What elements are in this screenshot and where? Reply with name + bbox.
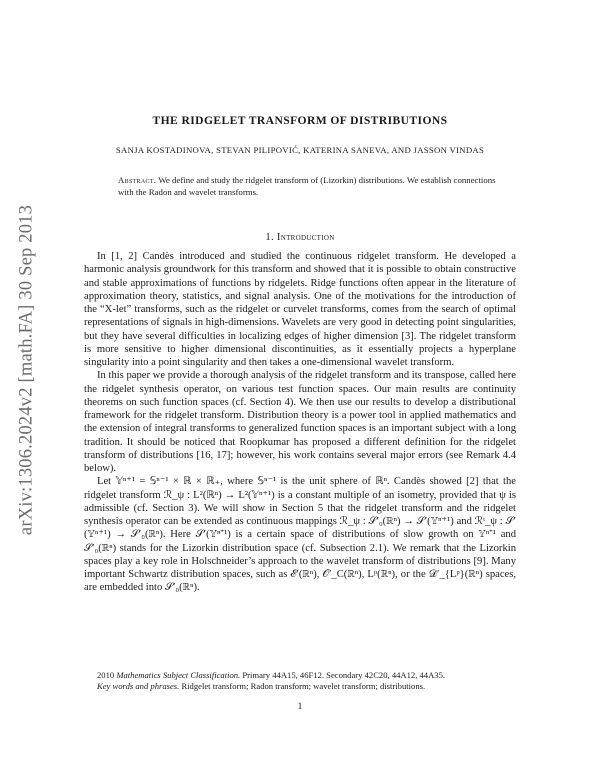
msc-year: 2010 xyxy=(97,670,115,680)
paragraph: In [1, 2] Candès introduced and studied the continuous ridgelet transform. He developed a harmonic analysis groundwork for this transform and showed that it is possible to obtain constructive and stable approximations of functions by ridgelets. Ridge functions often appear in the literature of approximation theory, statistics, and signal analysis. One of the motivations for the introduction of the “X-let” transforms, such as the ridgelet or curvelet transforms, comes from the search of optimal representations of signals in high-dimensions. Wavelets are very good in detecting point singularities, but they have several difficulties in localizing edges of higher dimension [3]. The ridgelet transform is more sensitive to higher dimensional discontinuities, as it essentially projects a hyperplane singularity into a point singularity and then takes a one-dimensional wavelet transform. xyxy=(84,251,516,368)
keywords-label: Key words and phrases. xyxy=(97,681,180,692)
arxiv-stamp-text: arXiv:1306.2024v2 [math.FA] 30 Sep 2013 xyxy=(16,204,37,536)
msc-label: Mathematics Subject Classification. xyxy=(116,670,241,680)
paper-authors: SANJA KOSTADINOVA, STEVAN PILIPOVIĆ, KATERINA SANEVA, AND JASSON VINDAS xyxy=(115,145,485,155)
footnote xyxy=(84,670,516,693)
footnote-msc xyxy=(84,670,516,681)
abstract-label: Abstract. xyxy=(118,175,157,185)
msc-text: Primary 44A15, 46F12. Secondary 42C20, 44A12, 44A35. xyxy=(242,670,446,680)
paper-title: THE RIDGELET TRANSFORM OF DISTRIBUTIONS xyxy=(152,114,448,127)
arxiv-side-stamp xyxy=(12,170,42,570)
section-heading xyxy=(84,232,516,243)
footnote-keywords xyxy=(84,681,516,692)
abstract-text: We define and study the ridgelet transform of (Lizorkin) distributions. We establish connections with the Radon and wavelet transforms. xyxy=(118,175,496,197)
paragraph: Let 𝕐ⁿ⁺¹ = 𝕊ⁿ⁻¹ × ℝ × ℝ₊, where 𝕊ⁿ⁻¹ is the unit sphere of ℝⁿ. Candès showed [2] that the ridgelet transform ℛ_ψ : L²(ℝⁿ) → L²(𝕐ⁿ⁺¹) is a constant multiple of an isometry, provided that ψ is admissible (cf. Section 3). We will show in Section 5 that the ridgelet transform and the ridgelet synthesis operator can be extended as continuous mappings ℛ_ψ : 𝒮′₀(ℝⁿ) → 𝒮′(𝕐ⁿ⁺¹) and ℛᵗ_ψ : 𝒮′(𝕐ⁿ⁺¹) → 𝒮′₀(ℝⁿ). Here 𝒮′(𝕐ⁿ⁺¹) is a certain space of distributions of slow growth on 𝕐ⁿ⁺¹ and 𝒮′₀(ℝⁿ) stands for the Lizorkin distribution space (cf. Subsection 2.1). We remark that the Lizorkin spaces play a key role in Holschneider’s approach to the wavelet transform of distributions [9]. Many important Schwartz distribution spaces, such as ℰ′(ℝⁿ), 𝒪′_C(ℝⁿ), Lᵖ(ℝⁿ), or the 𝒟′_{Lᵖ}(ℝⁿ) spaces, are embedded into 𝒮′₀(ℝⁿ). xyxy=(84,476,516,594)
abstract xyxy=(118,175,498,198)
paragraph: In this paper we provide a thorough analysis of the ridgelet transform and its transpose, called here the ridgelet synthesis operator, on various test function spaces. Our main results are continuity theorems on such function spaces (cf. Section 4). We then use our results to develop a distributional framework for the ridgelet transform. Distribution theory is a power tool in applied mathematics and the extension of integral transforms to generalized function spaces is an important subject with a long tradition. It should be noticed that Roopkumar has proposed a different definition for the ridgelet transform of distributions [16, 17]; however, his work contains several major errors (see Remark 4.4 below). xyxy=(84,370,516,474)
section-title: Introduction xyxy=(276,232,335,243)
intro-body xyxy=(84,250,516,595)
section-number: 1. xyxy=(265,232,274,243)
keywords-text: Ridgelet transform; Radon transform; wavelet transform; distributions. xyxy=(181,681,426,692)
page-number: 1 xyxy=(297,702,303,712)
